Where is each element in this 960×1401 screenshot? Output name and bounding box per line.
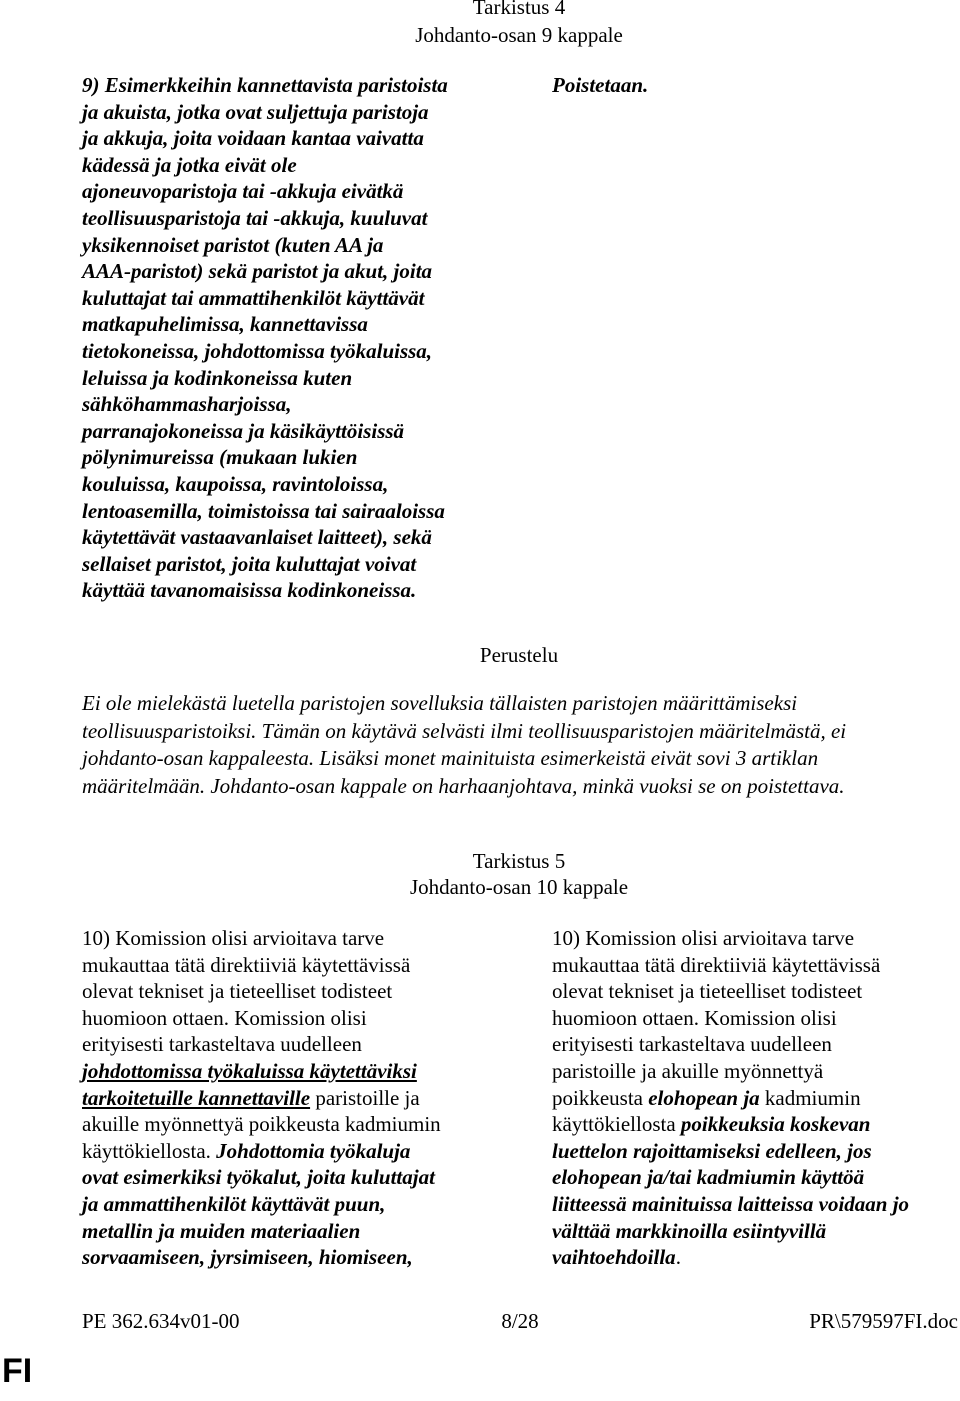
text-line: 10) Komission olisi arvioitava tarve: [552, 926, 855, 950]
text-line: teollisuusparistoja tai -akkuja, kuuluvat: [82, 205, 428, 230]
text-line: olevat tekniset ja tieteelliset todisteet: [82, 979, 393, 1004]
amendment-4-title: Tarkistus 4: [472, 0, 566, 19]
text-line: lentoasemilla, toimistoissa tai sairaaloissa: [82, 498, 445, 523]
language-code: FI: [2, 1352, 33, 1390]
text-line: erityisesti tarkasteltava uudelleen: [552, 1032, 832, 1057]
added-text: elohopean ja: [648, 1085, 760, 1110]
text-line: sähköhammasharjoissa,: [82, 392, 292, 417]
text-line: käytettävät vastaavanlaiset laitteet), sekä: [82, 525, 432, 550]
justification-text: [82, 690, 942, 800]
text-fragment: käyttökiellosta.: [82, 1138, 217, 1163]
justification-heading: Perustelu: [479, 643, 559, 667]
text-line: yksikennoiset paristot (kuten AA ja: [82, 232, 384, 257]
file-name: PR\579597FI.doc: [809, 1309, 958, 1333]
text-line: Ei ole mielekästä luetella paristojen sovelluksia tällaisten paristojen määrittämiseksi: [82, 691, 798, 715]
text-line: AAA-paristot) sekä paristot ja akut, joita: [82, 259, 433, 284]
deleted-text-line: sorvaamiseen, jyrsimiseen, hiomiseen,: [82, 1245, 413, 1270]
text-line: huomioon ottaen. Komission olisi: [82, 1005, 367, 1030]
deleted-text-line: metallin ja muiden materiaalien: [82, 1218, 361, 1243]
text-fragment: käyttökiellosta: [552, 1112, 681, 1137]
text-line: sellaiset paristot, joita kuluttajat voivat: [82, 551, 417, 576]
added-text-line: välttää markkinoilla esiintyvillä: [552, 1218, 827, 1243]
deleted-text-line: ja ammattihenkilöt käyttävät puun,: [82, 1191, 386, 1216]
text-line: akuille myönnettyä poikkeusta kadmiumin: [82, 1112, 441, 1137]
text-line: ja akkuja, joita voidaan kantaa vaivatta: [82, 126, 424, 151]
amendment-5-title: Tarkistus 5: [472, 849, 566, 873]
deleted-text: tarkoitetuille kannettaville: [82, 1085, 311, 1110]
text-fragment: poikkeusta: [552, 1085, 649, 1110]
text-line: johdanto-osan kappaleesta. Lisäksi monet mainituista esimerkeistä eivät sovi 3 artiklan: [82, 746, 819, 770]
text-line: mukauttaa tätä direktiiviä käytettävissä: [552, 952, 881, 977]
text-line: määritelmään. Johdanto-osan kappale on harhaanjohtava, minkä vuoksi se on poistettava.: [82, 773, 845, 798]
text-line: matkapuhelimissa, kannettavissa: [82, 312, 368, 337]
text-line: paristoille ja akuille myönnettyä: [552, 1058, 824, 1083]
added-text-line: liitteessä mainituissa laitteissa voidaan jo: [552, 1191, 910, 1216]
text-line: 9) Esimerkkeihin kannettavista paristoista: [82, 73, 448, 97]
amendment-5-subtitle: Johdanto-osan 10 kappale: [409, 875, 629, 899]
deleted-text-line: ovat esimerkiksi työkalut, joita kuluttajat: [82, 1165, 435, 1190]
deleted-text: Johdottomia työkaluja: [216, 1138, 411, 1163]
added-text: vaihtoehdoilla: [552, 1245, 676, 1270]
text-line: kuluttajat tai ammattihenkilöt käyttävät: [82, 285, 425, 310]
text-line: kädessä ja jotka eivät ole: [82, 152, 297, 177]
amendment-5-original-text: [82, 925, 522, 1271]
added-text: poikkeuksia koskevan: [680, 1112, 871, 1137]
text-fragment: paristoille ja: [310, 1085, 420, 1110]
text-line: käyttää tavanomaisissa kodinkoneissa.: [82, 578, 417, 603]
text-line: ajoneuvoparistoja tai -akkuja eivätkä: [82, 179, 404, 204]
text-line: kouluissa, kaupoissa, ravintoloissa,: [82, 471, 389, 496]
text-fragment: .: [675, 1245, 681, 1270]
text-line: teollisuusparistoiksi. Tämän on käytävä selvästi ilmi teollisuusparistojen määritelmästä, ei: [82, 718, 847, 743]
amendment-5-amended-text: [552, 925, 952, 1271]
added-text-line: luettelon rajoittamiseksi edelleen, jos: [552, 1138, 872, 1163]
document-reference: PE 362.634v01-00: [82, 1309, 240, 1333]
page-number: 8/28: [501, 1309, 539, 1333]
amendment-4-original-text: [82, 72, 522, 604]
amendment-4-amended-text: Poistetaan.: [552, 73, 649, 97]
added-text-line: elohopean ja/tai kadmiumin käyttöä: [552, 1165, 865, 1190]
text-fragment: kadmiumin: [759, 1085, 861, 1110]
text-line: leluissa ja kodinkoneissa kuten: [82, 365, 353, 390]
text-line: ja akuista, jotka ovat suljettuja paristoja: [82, 99, 429, 124]
text-line: 10) Komission olisi arvioitava tarve: [82, 926, 385, 950]
deleted-text-line: johdottomissa työkaluissa käytettäviksi: [82, 1058, 417, 1083]
text-line: parranajokoneissa ja käsikäyttöisissä: [82, 418, 405, 443]
text-line: tietokoneissa, johdottomissa työkaluissa,: [82, 338, 433, 363]
text-line: erityisesti tarkasteltava uudelleen: [82, 1032, 362, 1057]
text-line: mukauttaa tätä direktiiviä käytettävissä: [82, 952, 411, 977]
text-line: huomioon ottaen. Komission olisi: [552, 1005, 837, 1030]
amendment-4-subtitle: Johdanto-osan 9 kappale: [415, 23, 623, 47]
text-line: pölynimureissa (mukaan lukien: [82, 445, 358, 470]
text-line: olevat tekniset ja tieteelliset todisteet: [552, 979, 863, 1004]
